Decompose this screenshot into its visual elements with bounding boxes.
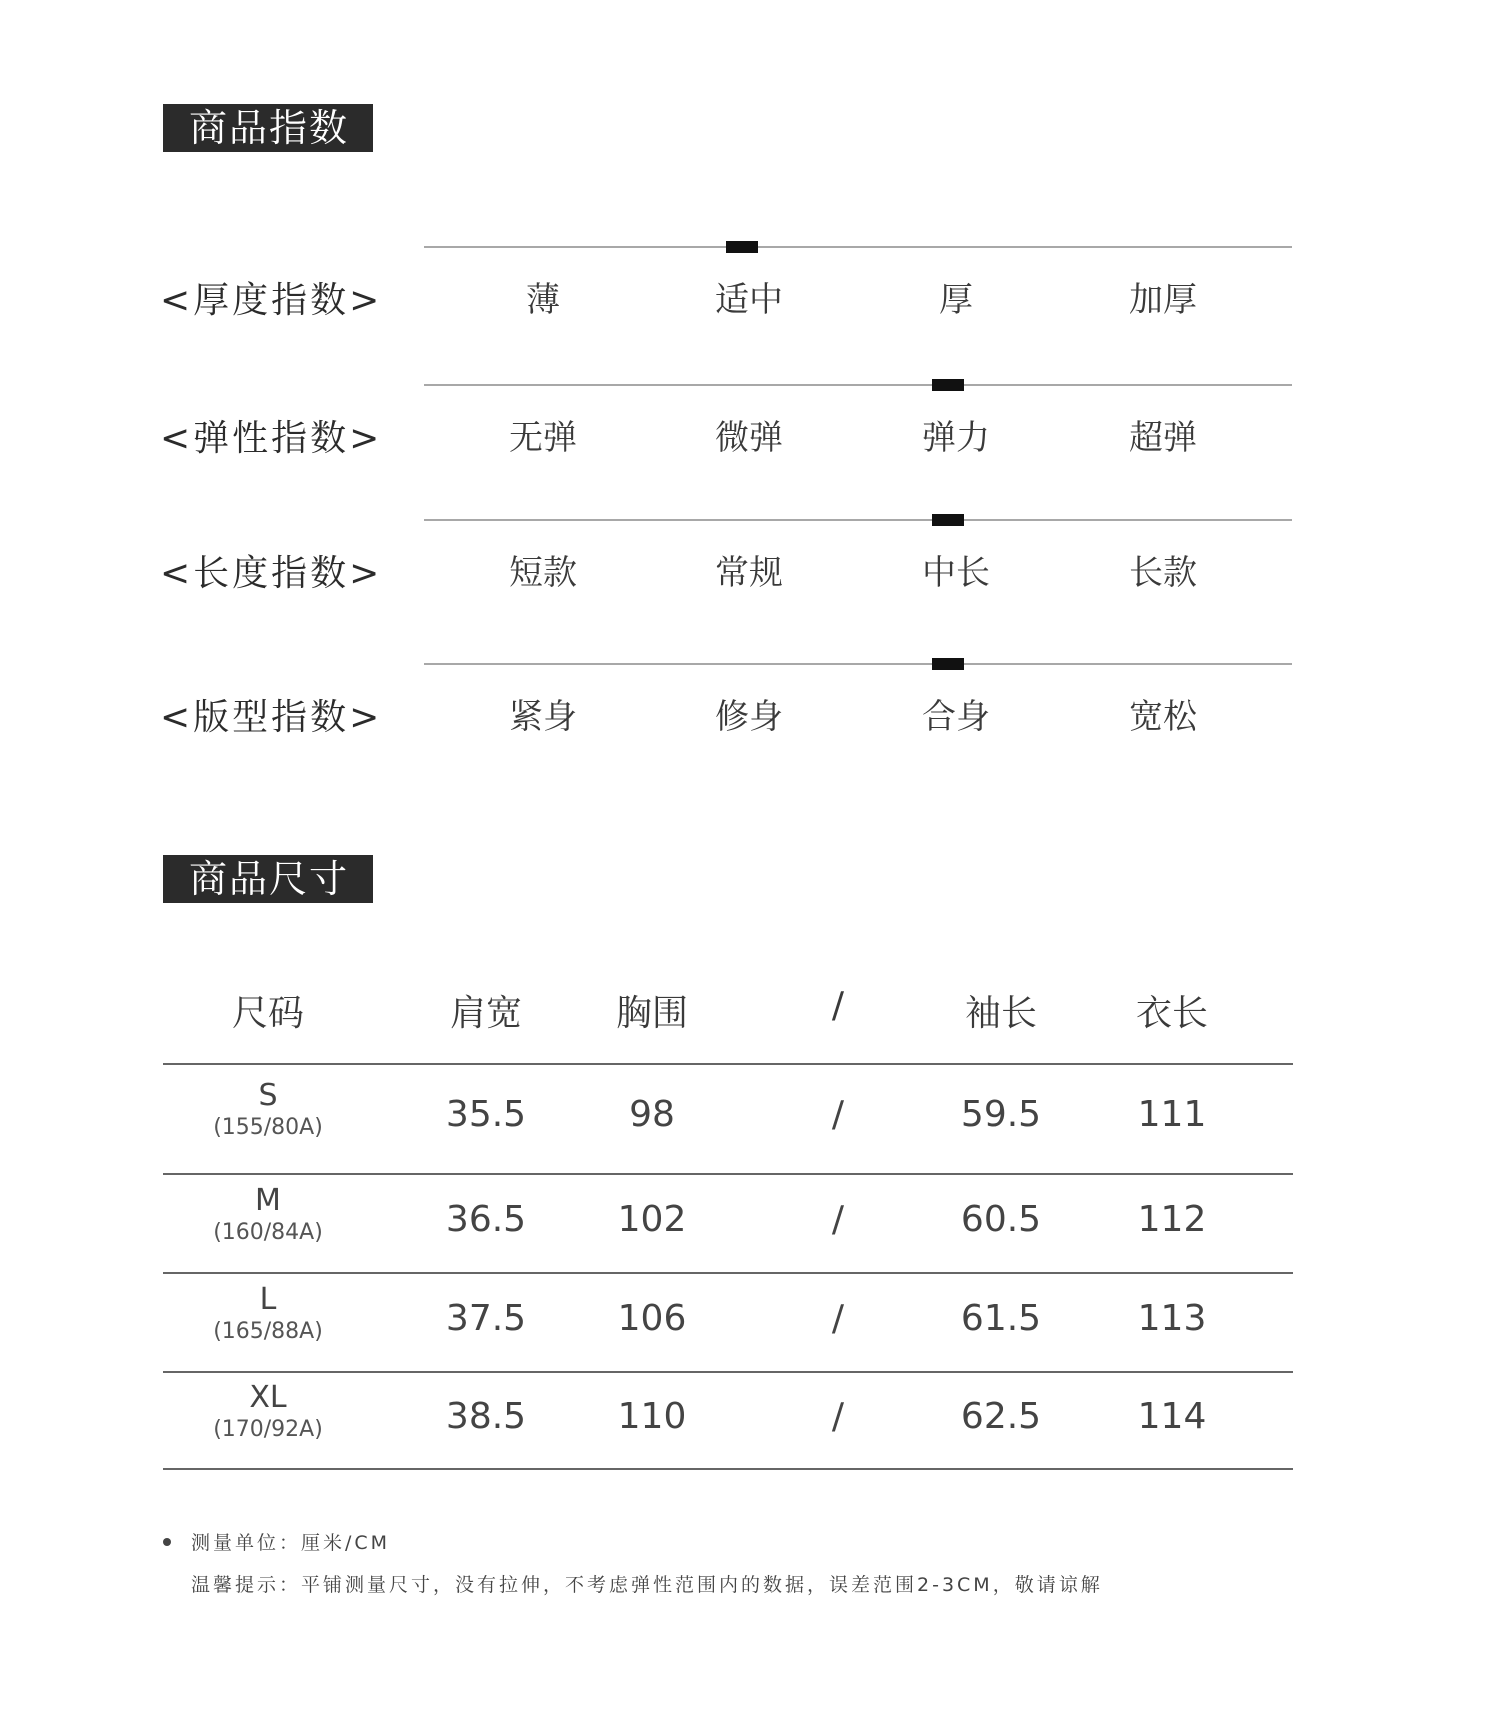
index-option: 超弹	[1129, 418, 1197, 458]
table-cell-shoulder: 38.5	[445, 1395, 527, 1437]
size-spec: (155/80A)	[213, 1115, 323, 1140]
index-row	[0, 384, 1500, 459]
table-divider	[163, 1272, 1293, 1274]
bullet-icon	[163, 1538, 171, 1546]
index-label: <弹性指数>	[160, 418, 383, 459]
index-option: 微弹	[715, 418, 783, 458]
index-row	[0, 246, 1500, 321]
index-option: 无弹	[509, 418, 577, 458]
table-cell-sleeve: 62.5	[960, 1395, 1042, 1437]
table-cell-sleeve: 60.5	[960, 1198, 1042, 1240]
table-cell-slash: /	[831, 1297, 845, 1339]
index-option: 厚	[939, 280, 973, 320]
index-scale-line	[424, 663, 1292, 665]
index-scale-line	[424, 246, 1292, 248]
index-option: 长款	[1129, 553, 1197, 593]
table-cell-length: 114	[1137, 1395, 1207, 1437]
section-title-index: 商品指数	[163, 104, 373, 152]
index-marker	[932, 514, 964, 526]
unit-note: 测量单位：厘米/CM	[191, 1532, 391, 1554]
table-cell-shoulder: 35.5	[445, 1094, 527, 1135]
table-cell-chest: 102	[617, 1198, 687, 1240]
size-spec: (165/88A)	[213, 1318, 323, 1344]
table-cell-shoulder: 36.5	[445, 1198, 527, 1240]
index-option: 紧身	[509, 697, 577, 737]
size-label: XL	[249, 1379, 287, 1415]
table-divider	[163, 1371, 1293, 1373]
table-cell-sleeve: 61.5	[960, 1297, 1042, 1339]
table-cell-shoulder: 37.5	[445, 1297, 527, 1339]
index-row	[0, 519, 1500, 594]
table-cell-length: 111	[1137, 1094, 1207, 1135]
table-divider	[163, 1173, 1293, 1175]
index-marker	[726, 241, 758, 253]
index-label: <长度指数>	[160, 553, 383, 594]
table-cell-length: 113	[1137, 1297, 1207, 1339]
tip-note: 温馨提示：平铺测量尺寸，没有拉伸，不考虑弹性范围内的数据，误差范围2-3CM，敬请谅解	[191, 1574, 1103, 1596]
table-header-cell: 胸围	[615, 993, 689, 1034]
index-option: 修身	[715, 697, 783, 737]
table-cell-chest: 106	[617, 1297, 687, 1339]
index-option: 中长	[922, 553, 990, 593]
size-label: M	[255, 1182, 281, 1218]
table-header-cell: /	[831, 985, 845, 1026]
table-divider	[163, 1468, 1293, 1470]
index-option: 弹力	[922, 418, 990, 458]
index-option: 适中	[715, 280, 783, 320]
index-label: <厚度指数>	[160, 280, 383, 321]
table-header-cell: 袖长	[964, 993, 1038, 1034]
index-marker	[932, 379, 964, 391]
size-label: L	[259, 1281, 277, 1317]
index-option: 薄	[526, 280, 560, 320]
index-option: 短款	[509, 553, 577, 593]
size-label: S	[258, 1078, 278, 1113]
index-option: 宽松	[1129, 697, 1197, 737]
table-header-cell: 尺码	[231, 993, 305, 1034]
table-cell-length: 112	[1137, 1198, 1207, 1240]
index-scale-line	[424, 519, 1292, 521]
size-spec: (160/84A)	[213, 1219, 323, 1245]
index-row	[0, 663, 1500, 738]
index-option: 加厚	[1129, 280, 1197, 320]
index-option: 常规	[715, 553, 783, 593]
size-spec: (170/92A)	[213, 1416, 323, 1442]
index-scale-line	[424, 384, 1292, 386]
table-cell-chest: 98	[629, 1094, 675, 1135]
table-cell-slash: /	[831, 1395, 845, 1437]
table-divider	[163, 1063, 1293, 1065]
table-cell-slash: /	[831, 1094, 845, 1135]
table-header-cell: 肩宽	[449, 993, 523, 1034]
table-cell-slash: /	[831, 1198, 845, 1240]
table-header-cell: 衣长	[1135, 993, 1209, 1034]
table-cell-chest: 110	[617, 1395, 687, 1437]
table-cell-sleeve: 59.5	[960, 1094, 1042, 1135]
index-label: <版型指数>	[160, 697, 383, 738]
section-title-size: 商品尺寸	[163, 855, 373, 903]
index-marker	[932, 658, 964, 670]
index-option: 合身	[922, 697, 990, 737]
